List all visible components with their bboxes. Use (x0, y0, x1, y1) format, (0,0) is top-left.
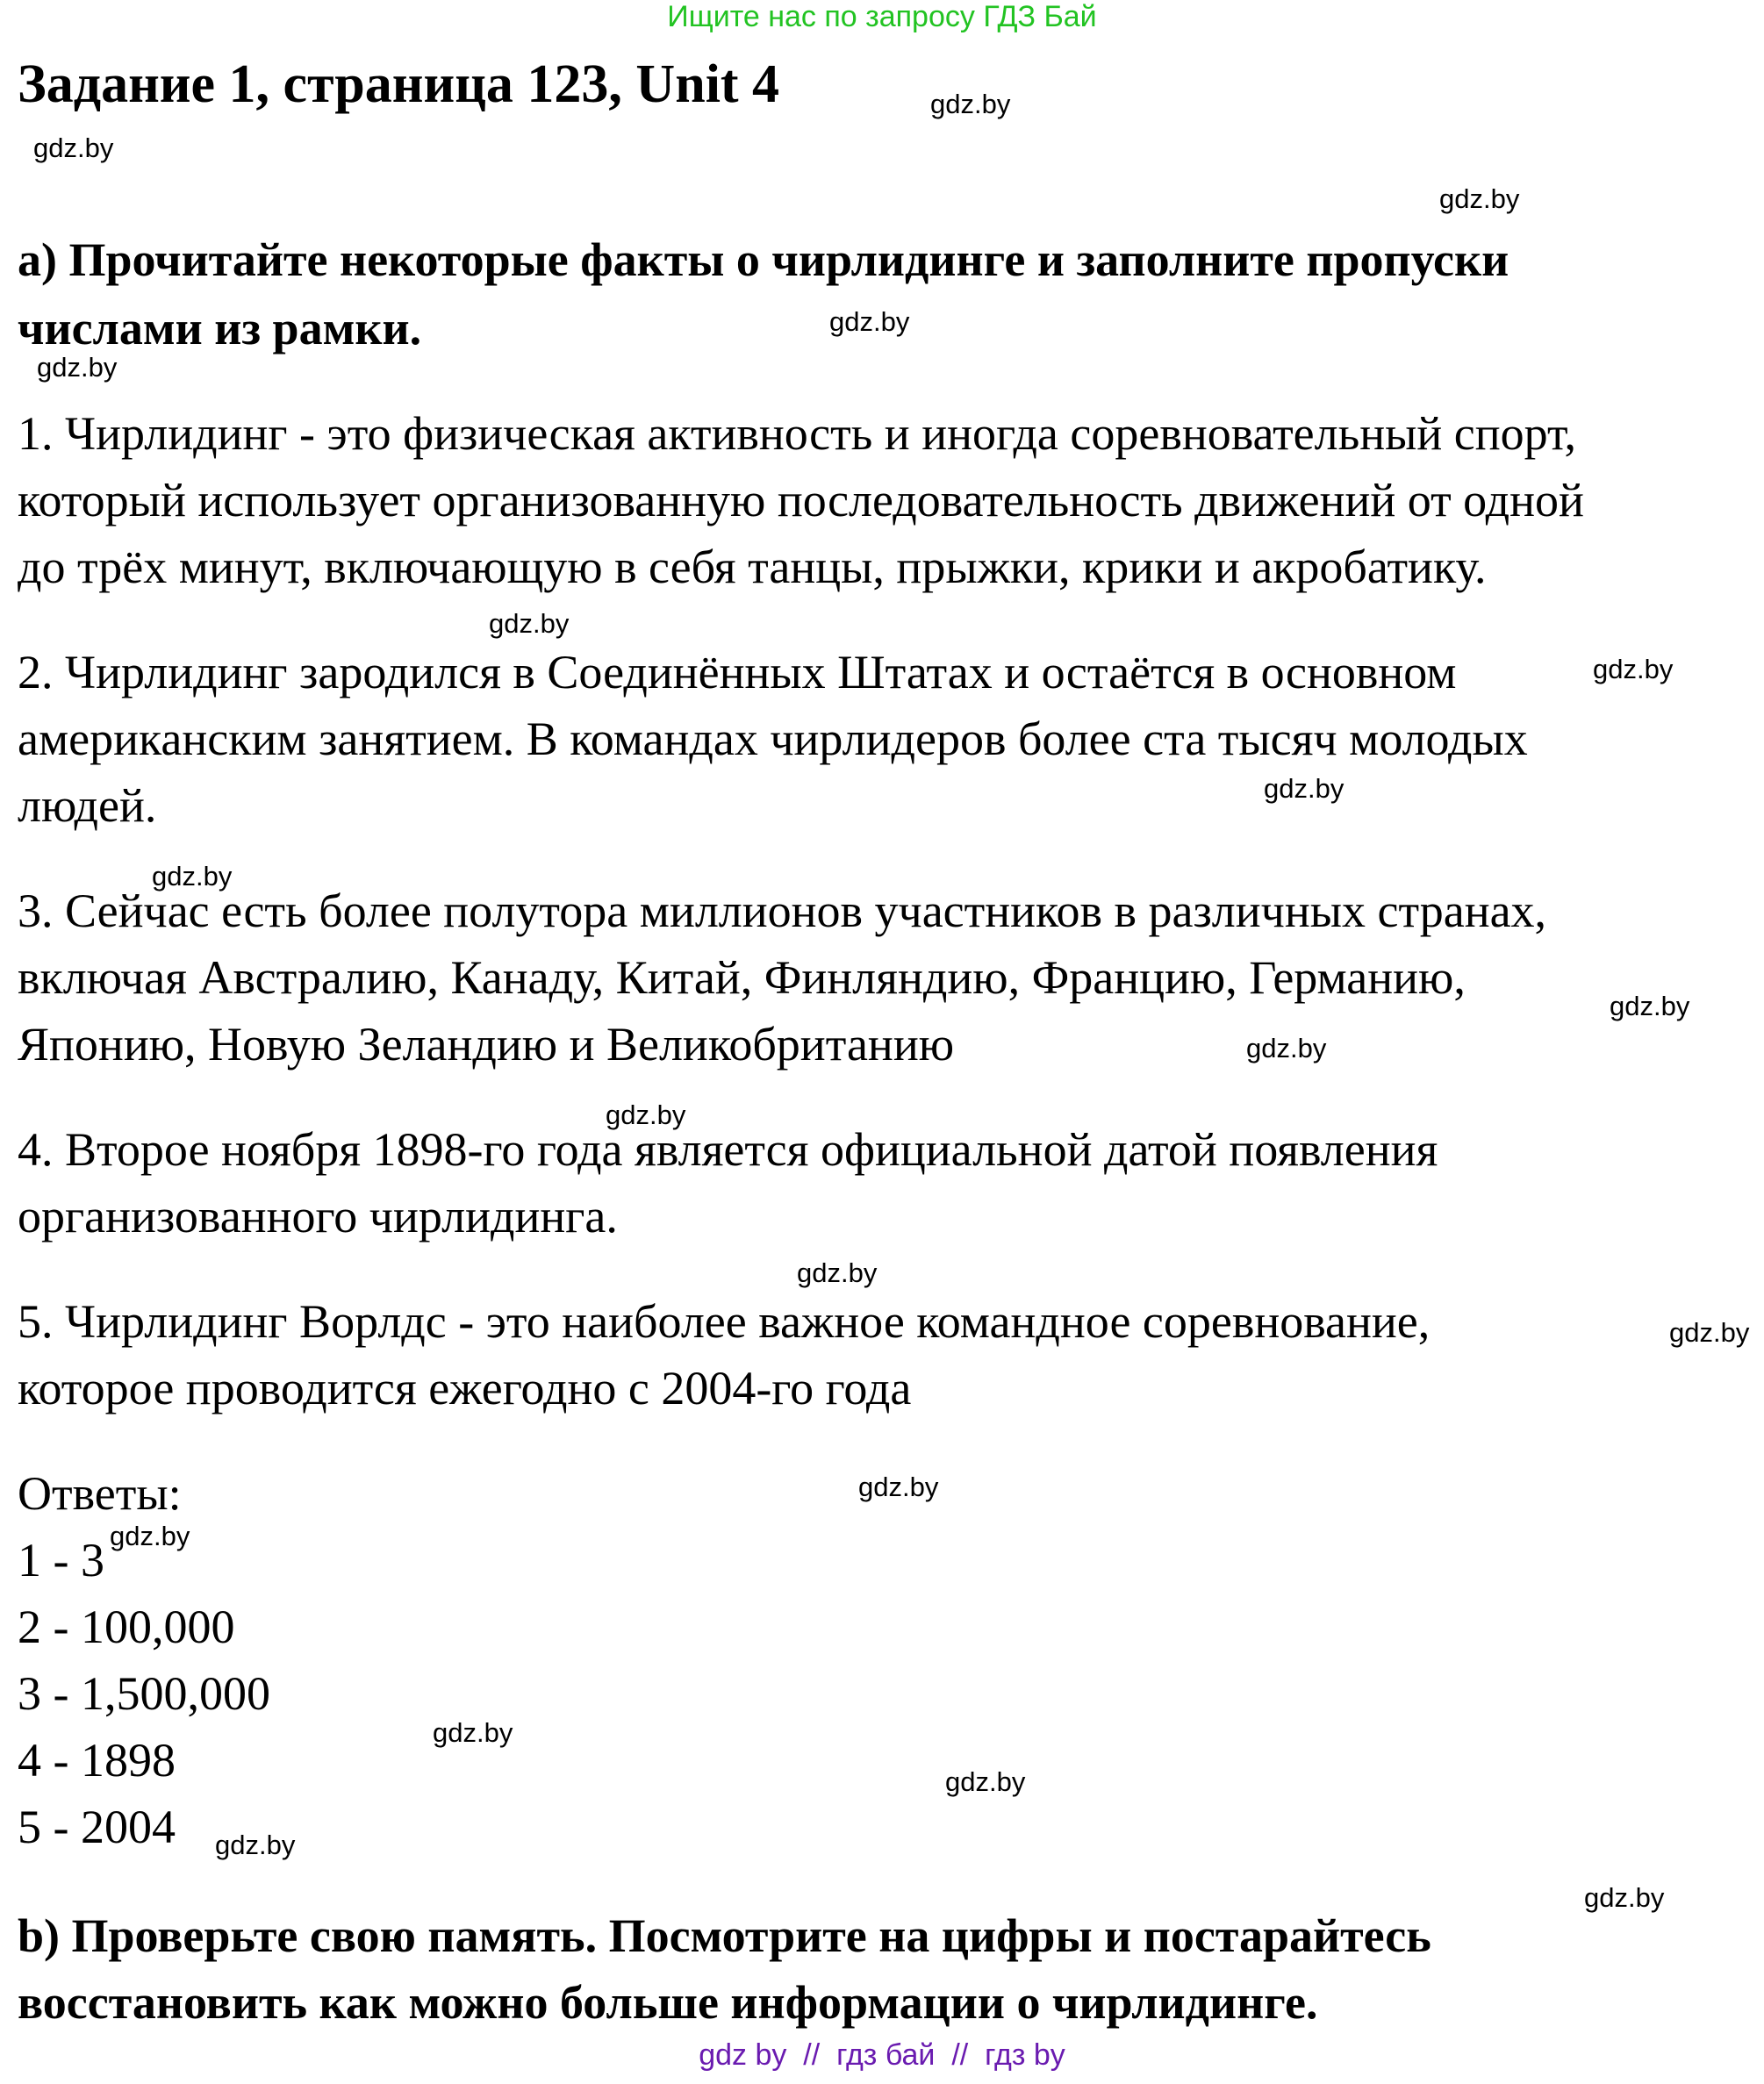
fact-2-line-2: американским занятием. В командах чирлидеров более ста тысяч молодых (18, 713, 1528, 765)
watermark: gdz.by (215, 1830, 296, 1860)
fact-4-line-2: организованного чирлидинга. (18, 1190, 618, 1243)
watermark: gdz.by (1593, 654, 1674, 684)
task-b-heading-line-1: b) Проверьте свою память. Посмотрите на цифры и постарайтесь (18, 1909, 1431, 1962)
watermark: gdz.by (1584, 1882, 1665, 1913)
search-banner[interactable]: Ищите нас по запросу ГДЗ Бай (667, 0, 1097, 33)
watermark: gdz.by (797, 1257, 878, 1288)
fact-3-line-1: 3. Сейчас есть более полутора миллионов участников в различных странах, (18, 884, 1547, 937)
answer-item: 2 - 100,000 (18, 1601, 235, 1653)
watermark: gdz.by (37, 352, 118, 383)
watermark: gdz.by (1669, 1317, 1750, 1348)
fact-3-line-2: включая Австралию, Канаду, Китай, Финляндию, Францию, Германию, (18, 951, 1466, 1004)
watermark: gdz.by (858, 1472, 939, 1502)
fact-1-line-2: который использует организованную последовательность движений от одной (18, 474, 1584, 526)
watermark: gdz.by (606, 1099, 686, 1130)
answer-item: 3 - 1,500,000 (18, 1667, 270, 1720)
watermark: gdz.by (1439, 183, 1520, 214)
task-a-heading-line-2: числами из рамки. (18, 302, 422, 354)
watermark: gdz.by (110, 1521, 190, 1551)
answer-item: 5 - 2004 (18, 1801, 176, 1853)
task-a-heading-line-1: a) Прочитайте некоторые факты о чирлидинге и заполните пропуски (18, 233, 1509, 286)
fact-2-line-1: 2. Чирлидинг зародился в Соединённых Штатах и остаётся в основном (18, 646, 1457, 698)
task-b-heading-line-2: восстановить как можно больше информации о чирлидинге. (18, 1976, 1318, 2029)
fact-3-line-3: Японию, Новую Зеландию и Великобританию (18, 1018, 955, 1071)
watermark: gdz.by (152, 861, 233, 892)
watermark: gdz.by (33, 132, 114, 163)
watermark: gdz.by (433, 1717, 513, 1748)
fact-1-line-3: до трёх минут, включающую в себя танцы, прыжки, крики и акробатику. (18, 541, 1487, 593)
watermark: gdz.by (1264, 773, 1345, 804)
watermark: gdz.by (930, 89, 1011, 119)
answers-heading: Ответы: (18, 1467, 182, 1520)
answer-item: 4 - 1898 (18, 1734, 176, 1787)
footer-links[interactable]: gdz by // гдз бай // гдз by (699, 2038, 1065, 2072)
fact-1-line-1: 1. Чирлидинг - это физическая активность и иногда соревновательный спорт, (18, 407, 1576, 460)
watermark: gdz.by (945, 1766, 1026, 1797)
fact-2-line-3: людей. (18, 779, 157, 832)
fact-4-line-1: 4. Второе ноября 1898-го года является официальной датой появления (18, 1123, 1438, 1176)
page-title: Задание 1, страница 123, Unit 4 (18, 54, 780, 114)
watermark: gdz.by (829, 306, 910, 337)
fact-5-line-1: 5. Чирлидинг Ворлдс - это наиболее важное командное соревнование, (18, 1295, 1431, 1348)
answer-item: 1 - 3 (18, 1534, 104, 1586)
watermark: gdz.by (1610, 991, 1690, 1021)
fact-5-line-2: которое проводится ежегодно с 2004-го года (18, 1362, 912, 1414)
watermark: gdz.by (489, 608, 570, 639)
watermark: gdz.by (1246, 1033, 1327, 1063)
